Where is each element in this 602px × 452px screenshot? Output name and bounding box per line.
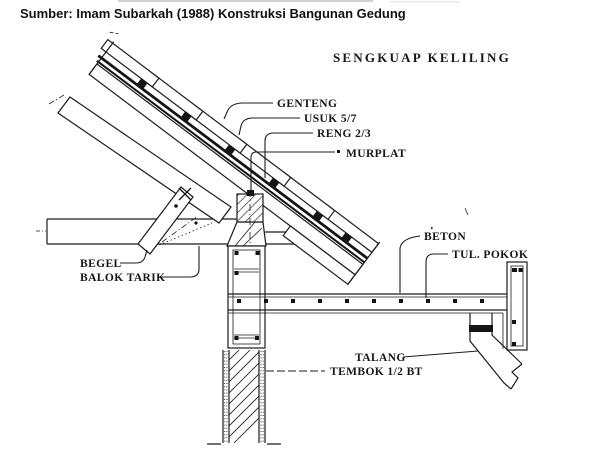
- slab-upturn-rib: [507, 262, 527, 350]
- rebar-dots: [237, 299, 484, 303]
- tembok-label: TEMBOK 1/2 BT: [330, 366, 423, 378]
- beton-leader: [400, 236, 420, 293]
- genteng-leader: [224, 103, 273, 119]
- scan-artifacts: [118, 0, 468, 229]
- usuk-label: USUK 5/7: [304, 113, 357, 125]
- pipe-break-zigzag: [511, 364, 522, 389]
- canopy-slab: [228, 294, 507, 313]
- rafter-board: [89, 64, 363, 275]
- reng-label: RENG 2/3: [317, 128, 371, 140]
- begel-leader: [120, 250, 147, 263]
- diagram-title: SENGKUAP KELILING: [333, 50, 511, 65]
- begel-label: BEGEL: [80, 258, 122, 270]
- balok-tarik-label: BALOK TARIK: [80, 272, 166, 284]
- source-note: Sumber: Imam Subarkah (1988) Konstruksi Bangunan Gedung: [20, 6, 406, 21]
- tul-pokok-leader: [426, 254, 448, 298]
- genteng-label: GENTENG: [277, 98, 338, 110]
- tul-pokok-label: TUL. POKOK: [452, 249, 529, 261]
- talang-leader: [403, 351, 478, 357]
- murplat-label: MURPLAT: [346, 148, 407, 160]
- talang-label: TALANG: [355, 352, 406, 364]
- beton-label: BETON: [424, 231, 467, 243]
- pipe-seal-band: [469, 325, 493, 332]
- murplat-bullet: [337, 150, 340, 153]
